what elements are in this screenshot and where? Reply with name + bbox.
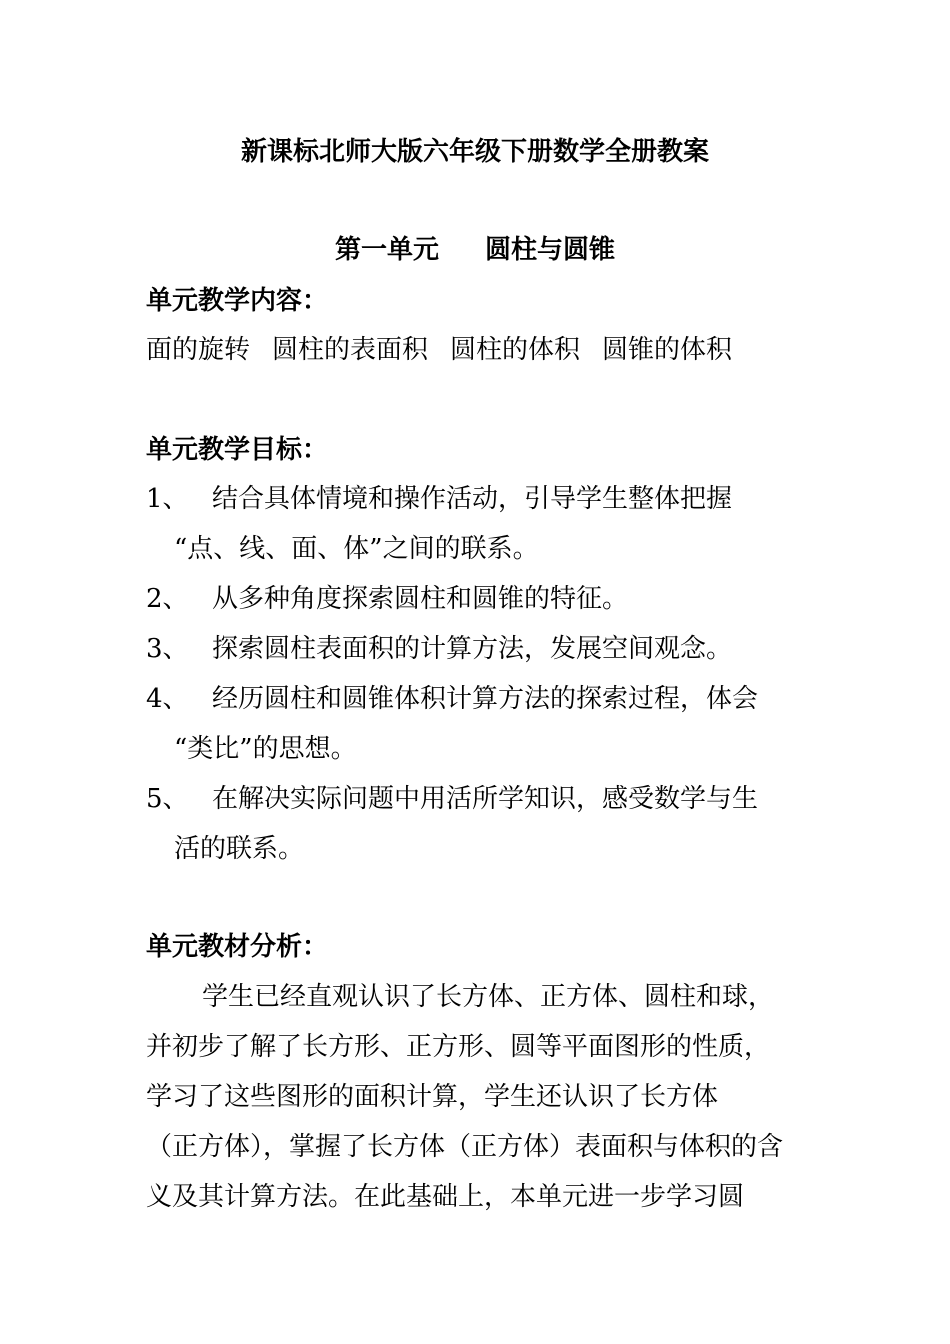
content-item: 圆柱的体积 [450,335,581,365]
goals-heading: 单元教学目标： [146,435,329,465]
goal-number: 2、 [146,584,189,614]
unit-topic: 圆柱与圆锥 [485,235,616,265]
unit-name: 第一单元 [334,235,439,265]
goal-text: 探索圆柱表面积的计算方法，发展空间观念。 [212,634,733,664]
content-item: 面的旋转 [146,335,251,365]
analysis-line: 学生已经直观认识了长方体、正方体、圆柱和球， [202,982,775,1012]
goal-number: 5、 [146,784,189,814]
goal-item [146,632,732,666]
analysis-line: 义及其计算方法。在此基础上，本单元进一步学习圆 [146,1182,745,1212]
goal-item [146,682,758,716]
goal-text: 在解决实际问题中用活所学知识，感受数学与生 [212,784,759,814]
goal-item-continuation: “类比”的思想。 [174,734,357,764]
unit-title [0,233,950,267]
analysis-line: （正方体），掌握了长方体（正方体）表面积与体积的含 [146,1132,784,1162]
goal-number: 1、 [146,484,189,514]
analysis-line: 学习了这些图形的面积计算，学生还认识了长方体 [146,1082,719,1112]
analysis-line: 并初步了解了长方形、正方形、圆等平面图形的性质， [146,1032,771,1062]
goal-number: 3、 [146,634,189,664]
analysis-heading: 单元教材分析： [146,932,329,962]
goal-text: 经历圆柱和圆锥体积计算方法的探索过程，体会 [212,684,759,714]
goal-item [146,782,758,816]
content-items [146,333,732,367]
goal-number: 4、 [146,684,189,714]
goal-text: 从多种角度探索圆柱和圆锥的特征。 [212,584,629,614]
goal-item-continuation: 活的联系。 [174,834,305,864]
goal-item-continuation: “点、线、面、体”之间的联系。 [174,534,539,564]
content-item: 圆锥的体积 [602,335,733,365]
content-heading: 单元教学内容： [146,286,329,316]
content-item: 圆柱的表面积 [272,335,429,365]
goal-item [146,482,732,516]
goal-item [146,582,628,616]
document-title: 新课标北师大版六年级下册数学全册教案 [240,137,709,167]
goal-text: 结合具体情境和操作活动，引导学生整体把握 [212,484,733,514]
